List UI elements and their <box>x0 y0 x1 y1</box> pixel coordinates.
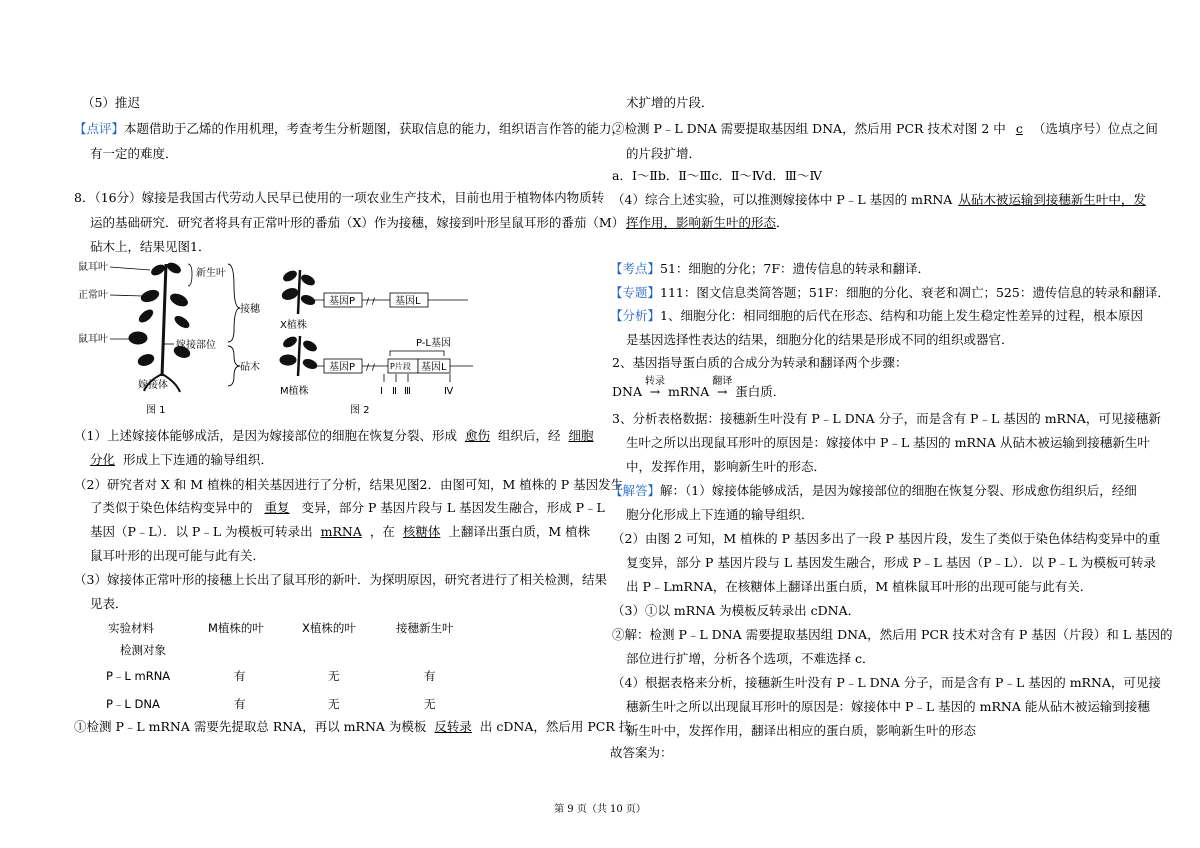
answer-line: 挥作用，影响新生叶的形态． <box>626 215 789 230</box>
table-header-material: 实验材料 <box>108 621 154 635</box>
fig2-gene-p-label: 基因P <box>329 296 356 307</box>
blank-answer: 核糖体 <box>402 524 441 539</box>
table-cell: 有 <box>234 697 246 711</box>
comment-tag: 【点评】 <box>74 121 125 136</box>
eq-protein: 蛋白质． <box>735 384 786 399</box>
analysis-line: 中，发挥作用，影响新生叶的形态． <box>626 459 827 474</box>
knowledge-tag: 【考点】 <box>610 261 661 276</box>
fig2-pl-gene-label: P-L基因 <box>416 338 451 349</box>
table-header-new-leaf: 接穗新生叶 <box>396 621 454 635</box>
fig2-site-4: Ⅳ <box>444 386 454 397</box>
fig2-site-3: Ⅲ <box>404 386 411 397</box>
fig1-label-bottom-leaf: 鼠耳叶 <box>78 334 108 345</box>
arrow-icon: → <box>649 384 661 399</box>
solution-line: 新生叶中，发挥作用，翻译出相应的蛋白质，影响新生叶的形态 <box>626 723 977 738</box>
eq-dna: DNA <box>612 384 642 399</box>
blank-answer: 重复 <box>264 500 290 515</box>
fig2-site-2: Ⅱ <box>392 386 397 397</box>
blank-answer: 愈伤 <box>464 428 490 443</box>
answer-3-line: 见表． <box>90 596 128 611</box>
blank-answer: 细胞 <box>568 428 594 443</box>
fig1-label-graft-body: 嫁接体 <box>138 380 168 391</box>
fig1-label-new-leaf: 新生叶 <box>196 268 226 279</box>
table-cell: 有 <box>424 669 436 683</box>
table-cell: 无 <box>328 669 340 683</box>
analysis-line: 2、基因指导蛋白质的合成分为转录和翻译两个步骤： <box>612 355 908 370</box>
blank-answer: 从砧木被运输到接穗新生叶中，发 <box>958 192 1146 207</box>
table-header-x-leaf: X植株的叶 <box>302 621 356 635</box>
eq-mrna: mRNA <box>668 384 710 399</box>
solution-line: 胞分化形成上下连通的输导组织． <box>626 507 814 522</box>
answer-3-line: （3）嫁接体正常叶形的接穗上长出了鼠耳形的新叶．为探明原因，研究者进行了相关检测，结果 <box>74 572 607 587</box>
fig2-x-plant-label: X植株 <box>280 320 307 331</box>
solution-line: 【解答】解：（1）嫁接体能够成活，是因为嫁接部位的细胞在恢复分裂、形成愈伤组织后，经细 <box>610 483 1137 498</box>
analysis-line: 是基因选择性表达的结果，细胞分化的结果是形成不同的组织或器官． <box>626 332 1014 347</box>
dna-equation <box>612 376 786 400</box>
solution-line: 故答案为： <box>610 745 673 760</box>
answer-line: （4）综合上述实验，可以推测嫁接体中 P﹣L 基因的 mRNA 从砧木被运输到接穗新生叶中，发 <box>612 192 1146 207</box>
answer-1-line: 分化 形成上下连通的输导组织． <box>90 452 274 467</box>
table-header-m-leaf: M植株的叶 <box>208 621 264 635</box>
topic-tag: 【专题】 <box>610 285 661 300</box>
table-header-object: 检测对象 <box>120 643 166 657</box>
question-8-text: 砧木上，结果见图1． <box>90 239 211 254</box>
fig1-label-top-leaf: 鼠耳叶 <box>78 262 108 273</box>
page-footer: 第 9 页（共 10 页） <box>554 804 646 815</box>
fig2-caption: 图 2 <box>350 405 370 416</box>
question-8-text: 8．（16分）嫁接是我国古代劳动人民早已使用的一项农业生产技术，目前也用于植物体内物质转 <box>74 190 605 205</box>
topic-line: 【专题】111：图文信息类简答题；51F：细胞的分化、衰老和凋亡；525：遗传信息的转录和翻译． <box>610 285 1170 300</box>
answer-1-line: （1）上述嫁接体能够成活，是因为嫁接部位的细胞在恢复分裂、形成 愈伤 组织后，经 细胞 <box>74 428 594 443</box>
analysis-line: 【分析】1、细胞分化：相同细胞的后代在形态、结构和功能上发生稳定性差异的过程，根本原因 <box>610 308 1143 323</box>
answer-4-line: ①检测 P﹣L mRNA 需要先提取总 RNA，再以 mRNA 为模板 反转录 出 cDNA，然后用 PCR 技 <box>74 719 632 734</box>
fig1-label-stock: 砧木 <box>240 362 260 373</box>
fig1-caption: 图 1 <box>146 405 166 416</box>
solution-line: ②解：检测 P﹣L DNA 需要提取基因组 DNA，然后用 PCR 技术对含有 P 基因（片段）和 L 基因的 <box>612 627 1173 642</box>
fig2-m-gene-l-label: 基因L <box>421 362 447 373</box>
options-line: a．Ⅰ～Ⅱb．Ⅱ～Ⅲc．Ⅱ～Ⅳd．Ⅲ～Ⅳ <box>612 168 822 183</box>
answer-2-line: 基因（P﹣L）．以 P﹣L 为模板可转录出 mRNA ，在 核糖体 上翻译出蛋白质，M 植株 <box>90 524 591 539</box>
blank-answer: mRNA <box>320 524 362 539</box>
answer-2-line: （2）研究者对 X 和 M 植株的相关基因进行了分析，结果见图2．由图可知，M 植株的 P 基因发生 <box>74 477 624 492</box>
solution-tag: 【解答】 <box>610 483 661 498</box>
table-row-name: P﹣L DNA <box>106 697 160 711</box>
solution-line: （4）根据表格来分析，接穗新生叶没有 P﹣L DNA 分子，而是含有 P﹣L 基因的 mRNA，可见接 <box>612 675 1161 690</box>
solution-line: 复变异，部分 P 基因片段与 L 基因发生融合，形成 P﹣L 基因（P﹣L）．以 P﹣L 为模板可转录 <box>626 555 1156 570</box>
fig2-gene-l-label: 基因L <box>395 296 421 307</box>
comment-line: 【点评】本题借助于乙烯的作用机理，考查考生分析题图，获取信息的能力，组织语言作答的能力， <box>74 121 625 136</box>
fig2-m-gene-p-label: 基因P <box>329 362 356 373</box>
question-8-text: 运的基础研究．研究者将具有正常叶形的番茄（X）作为接穗，嫁接到叶形呈鼠耳形的番茄（M） <box>90 215 625 230</box>
fig2-x-plant-illustration <box>281 269 316 314</box>
svg-text:/ /: / / <box>366 363 375 373</box>
fig2-site-1: Ⅰ <box>380 386 383 397</box>
answer-line: 术扩增的片段． <box>626 95 714 110</box>
eq-translation-label: 翻译 <box>712 376 733 387</box>
fig1-label-scion: 接穗 <box>240 304 260 315</box>
answer-line: （5）推迟 <box>82 95 140 110</box>
analysis-line: 生叶之所以出现鼠耳形叶的原因是：嫁接体中 P﹣L 基因的 mRNA 从砧木被运输到接穗新生叶 <box>626 435 1150 450</box>
svg-text:/ /: / / <box>366 297 375 307</box>
fig2-m-plant-illustration <box>280 335 318 376</box>
solution-line: 出 P﹣LmRNA，在核糖体上翻译出蛋白质，M 植株鼠耳叶形的出现可能与此有关． <box>626 579 1093 594</box>
fig1-label-graft-site: 嫁接部位 <box>176 340 216 351</box>
comment-line: 有一定的难度． <box>90 146 178 161</box>
table-row-name: P﹣L mRNA <box>106 669 171 683</box>
table-cell: 无 <box>328 697 340 711</box>
blank-answer: 分化 <box>90 452 116 467</box>
answer-2-line: 鼠耳叶形的出现可能与此有关． <box>90 548 266 563</box>
analysis-tag: 【分析】 <box>610 308 661 323</box>
eq-transcription-label: 转录 <box>645 376 665 387</box>
blank-answer: 挥作用，影响新生叶的形态 <box>626 215 777 230</box>
answer-2-line: 了类似于染色体结构变异中的 重复 变异，部分 P 基因片段与 L 基因发生融合，形成 P﹣L <box>90 500 605 515</box>
answer-line: ②检测 P﹣L DNA 需要提取基因组 DNA，然后用 PCR 技术对图 2 中 c （选填序号）位点之间 <box>612 121 1158 136</box>
solution-line: （2）由图 2 可知，M 植株的 P 基因多出了一段 P 基因片段，发生了类似于染色体结构变异中的重 <box>612 531 1161 546</box>
fig2-p-fragment-label: P片段 <box>390 362 411 371</box>
table-cell: 有 <box>234 669 246 683</box>
solution-line: 穗新生叶之所以出现鼠耳形叶的原因是：嫁接体中 P﹣L 基因的 mRNA 能从砧木被运输到接穗 <box>626 699 1150 714</box>
figure-graft <box>78 256 498 422</box>
answer-line: 的片段扩增． <box>626 146 702 161</box>
fig2-m-plant-label: M植株 <box>280 386 309 397</box>
fig1-label-normal-leaf: 正常叶 <box>78 290 108 301</box>
knowledge-point-line: 【考点】51：细胞的分化；7F：遗传信息的转录和翻译． <box>610 261 931 276</box>
table-cell: 无 <box>424 697 436 711</box>
blank-answer: 反转录 <box>434 719 472 734</box>
arrow-icon: → <box>716 384 728 399</box>
blank-answer: c <box>1015 121 1023 136</box>
solution-line: 部位进行扩增，分析各个选项，不难选择 c． <box>626 651 875 666</box>
analysis-line: 3、分析表格数据：接穗新生叶没有 P﹣L DNA 分子，而是含有 P﹣L 基因的 mRNA，可见接穗新 <box>612 411 1161 426</box>
solution-line: （3）①以 mRNA 为模板反转录出 cDNA． <box>612 603 861 618</box>
fig1-plant-illustration <box>129 261 191 392</box>
